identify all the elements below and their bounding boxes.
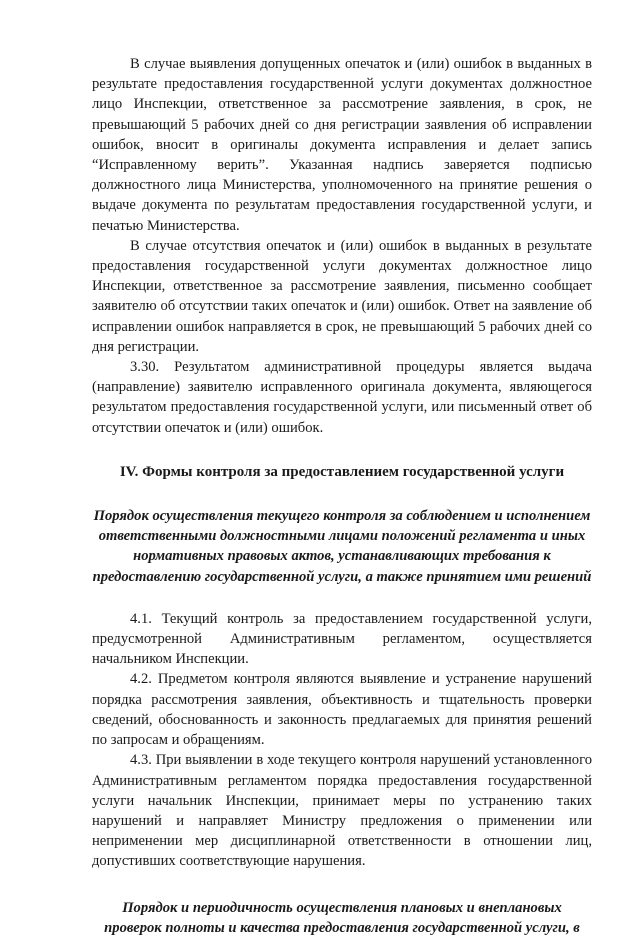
subsection-inspections: Порядок и периодичность осуществления плановых и внеплановых проверок полноты и качества предоставления государственной услуги, в bbox=[104, 899, 580, 936]
paragraph-4-1: 4.1. Текущий контроль за предоставлением государственной услуги, предусмотренной Административным регламентом, осуществляется начальником Инспекции. bbox=[92, 610, 592, 668]
section-title: IV. Формы контроля за предоставлением государственной услуги bbox=[119, 463, 565, 480]
paragraph-3-30: 3.30. Результатом административной процедуры является выдача (направление) заявителю исправленного оригинала документа, являющегося результатом предоставления государственной услуги, или письменный ответ об отсутствии опечаток и (или) ошибок. bbox=[92, 359, 592, 436]
subsection-current-control: Порядок осуществления текущего контроля за соблюдением и исполнением ответственными должностными лицами положений регламента и иных нормативных правовых актов, устанавливающих требования к предоставлению государственной услуги, а также принятием ими решений bbox=[92, 508, 592, 585]
paragraph-4-2: 4.2. Предметом контроля являются выявление и устранение нарушений порядка рассмотрения заявления, объективность и тщательность проверки сведений, обоснованность и законность предлагаемых для принятия решений по запросам и обращениям. bbox=[92, 671, 592, 749]
document-page bbox=[92, 54, 592, 938]
paragraph-no-typos: В случае отсутствия опечаток и (или) ошибок в выданных в результате предоставления государственной услуги документах должностное лицо Инспекции, ответственное за рассмотрение заявления, письменно сообщает заявителю об отсутствии таких опечаток и (или) ошибок. Ответ на заявление об исправлении ошибок направляется в срок, не превышающий 5 рабочих дней со дня регистрации. bbox=[92, 237, 592, 355]
paragraph-typo-correction: В случае выявления допущенных опечаток и (или) ошибок в выданных в результате предоставления государственной услуги документах должностное лицо Инспекции, ответственное за рассмотрение заявления, в срок, не превышающий 5 рабочих дней со дня регистрации заявления об исправлении ошибок, вносит в оригиналы документа исправления и делает запись “Исправленному верить”. Указанная надпись заверяется подписью должностного лица Министерства, уполномоченного на принятие решения о выдаче документа по результатам предоставления государственной услуги, и печатью Министерства. bbox=[92, 56, 592, 234]
paragraph-4-3: 4.3. При выявлении в ходе текущего контроля нарушений установленного Административным регламентом порядка предоставления государственной услуги начальник Инспекции, принимает меры по устранению таких нарушений и направляет Министру предложения о применении или неприменении мер дисциплинарной ответственности в отношении лиц, допустивших соответствующие нарушения. bbox=[92, 752, 592, 870]
